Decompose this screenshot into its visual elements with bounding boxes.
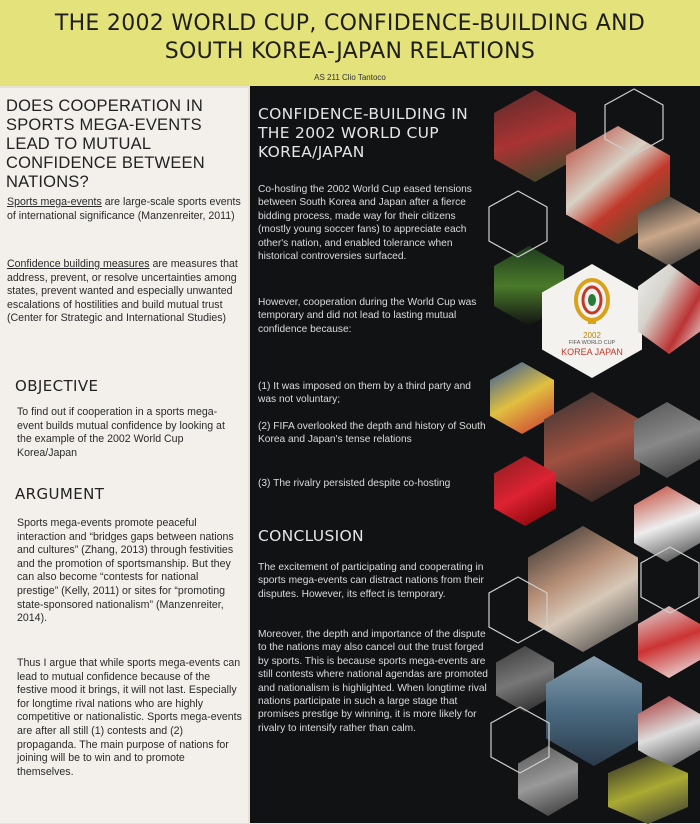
author-credit: AS 211 Clio Tantoco	[314, 73, 386, 82]
objective-text: To find out if cooperation in a sports mega-event builds mutual confidence by looking at the example of the 2002 World Cup Korea/Japan	[17, 406, 225, 459]
argument-heading: ARGUMENT	[15, 485, 105, 503]
hex-outline-2	[488, 190, 548, 258]
conclusion-heading: CONCLUSION	[258, 527, 364, 545]
photo-collage	[488, 86, 700, 823]
poster-title	[20, 10, 680, 66]
hex-outline-5	[640, 546, 700, 614]
definition-sports-mega-events	[7, 196, 243, 223]
photo-dokdo-hex	[546, 656, 642, 766]
trophy-emblem-icon	[569, 276, 615, 326]
reason-2: (2) FIFA overlooked the depth and history of South Korea and Japan's tense relations	[258, 421, 486, 446]
cb-paragraph-1: Co-hosting the 2002 World Cup eased tensions between South Korea and Japan after a fierce bidding process, made way for their citizens (mostly young soccer fans) to appreciate each other's nation, and enabled tolerance when historical controversies surfaced.	[258, 184, 472, 263]
definition-confidence-building	[7, 258, 243, 326]
hex-outline-1	[604, 88, 664, 156]
term-sports-mega-events: Sports mega-events	[7, 196, 102, 208]
logo-name: FIFA WORLD CUP	[568, 340, 616, 346]
reason-3: (3) The rivalry persisted despite co-hosting	[258, 478, 451, 489]
hex-outline-4	[490, 706, 550, 774]
hex-outline-3	[488, 576, 548, 644]
conclusion-paragraph-2: Moreover, the depth and importance of the dispute to the nations may also cancel out the trust forged by sports. This is because sports mega-events are still contests where national agendas are promoted and nationalism is highlighted. When longtime rival nations participate in such a large stage that promises prestige by winning, it is more likely for rivalry to intensify rather than calm.	[258, 629, 488, 734]
def2-text: are measures that address, prevent, or resolve uncertainties among states, prevent wanted and especially unwanted escalations of hostilities and build mutual trust (Center for Strategic and International Studies)	[7, 258, 238, 325]
photo-player-hex	[638, 606, 700, 678]
title-line-1: THE 2002 WORLD CUP, CONFIDENCE-BUILDING AND	[54, 11, 646, 36]
title-line-2: SOUTH KOREA-JAPAN RELATIONS	[164, 39, 536, 64]
world-cup-logo	[552, 276, 632, 366]
argument-paragraph-1: Sports mega-events promote peaceful interaction and “bridges gaps between nations and cultures” (Zhang, 2013) through festivities and the promotion of sportsmanship. But they can also become “contests for national prestige” (Kelly, 2011) or sites for “promoting state-sponsored nationalism” (Manzenreiter, 2014).	[17, 517, 234, 625]
photo-fans-hex	[634, 402, 700, 478]
photo-shrine-hex	[496, 646, 554, 712]
photo-players-hex	[494, 90, 576, 182]
photo-ball-hex	[638, 264, 700, 354]
header-banner	[0, 0, 700, 86]
reason-1: (1) It was imposed on them by a third party and was not voluntary;	[258, 381, 471, 406]
def1-text: are large-scale sports events of international significance (Manzenreiter, 2011)	[7, 196, 241, 222]
research-question: DOES COOPERATION IN SPORTS MEGA-EVENTS LEAD TO MUTUAL CONFIDENCE BETWEEN NATIONS?	[6, 97, 205, 191]
argument-paragraph-2: Thus I argue that while sports mega-events can lead to mutual confidence because of the festive mood it brings, it will not last. Especially for longtime rival nations who are highly competitive or nationalistic. Sports mega-events are after all still (1) contests and (2) propaganda. The main purpose of nations for joining will be to win and to promote themselves.	[17, 657, 242, 778]
objective-heading: OBJECTIVE	[15, 377, 99, 395]
logo-year: 2002	[583, 331, 601, 340]
photo-bottom-right-hex	[608, 756, 688, 824]
conclusion-paragraph-1: The excitement of participating and cooperating in sports mega-events can distract nations from their disputes. However, its effect is temporary.	[258, 562, 484, 600]
photo-crowd-hex	[544, 392, 640, 502]
term-confidence-building: Confidence building measures	[7, 258, 150, 270]
logo-hosts: KOREA JAPAN	[561, 347, 623, 357]
cb-paragraph-2: However, cooperation during the World Cup was temporary and did not lead to lasting mutual confidence because:	[258, 297, 477, 335]
confidence-building-heading: CONFIDENCE-BUILDING IN THE 2002 WORLD CUP KOREA/JAPAN	[258, 105, 469, 161]
